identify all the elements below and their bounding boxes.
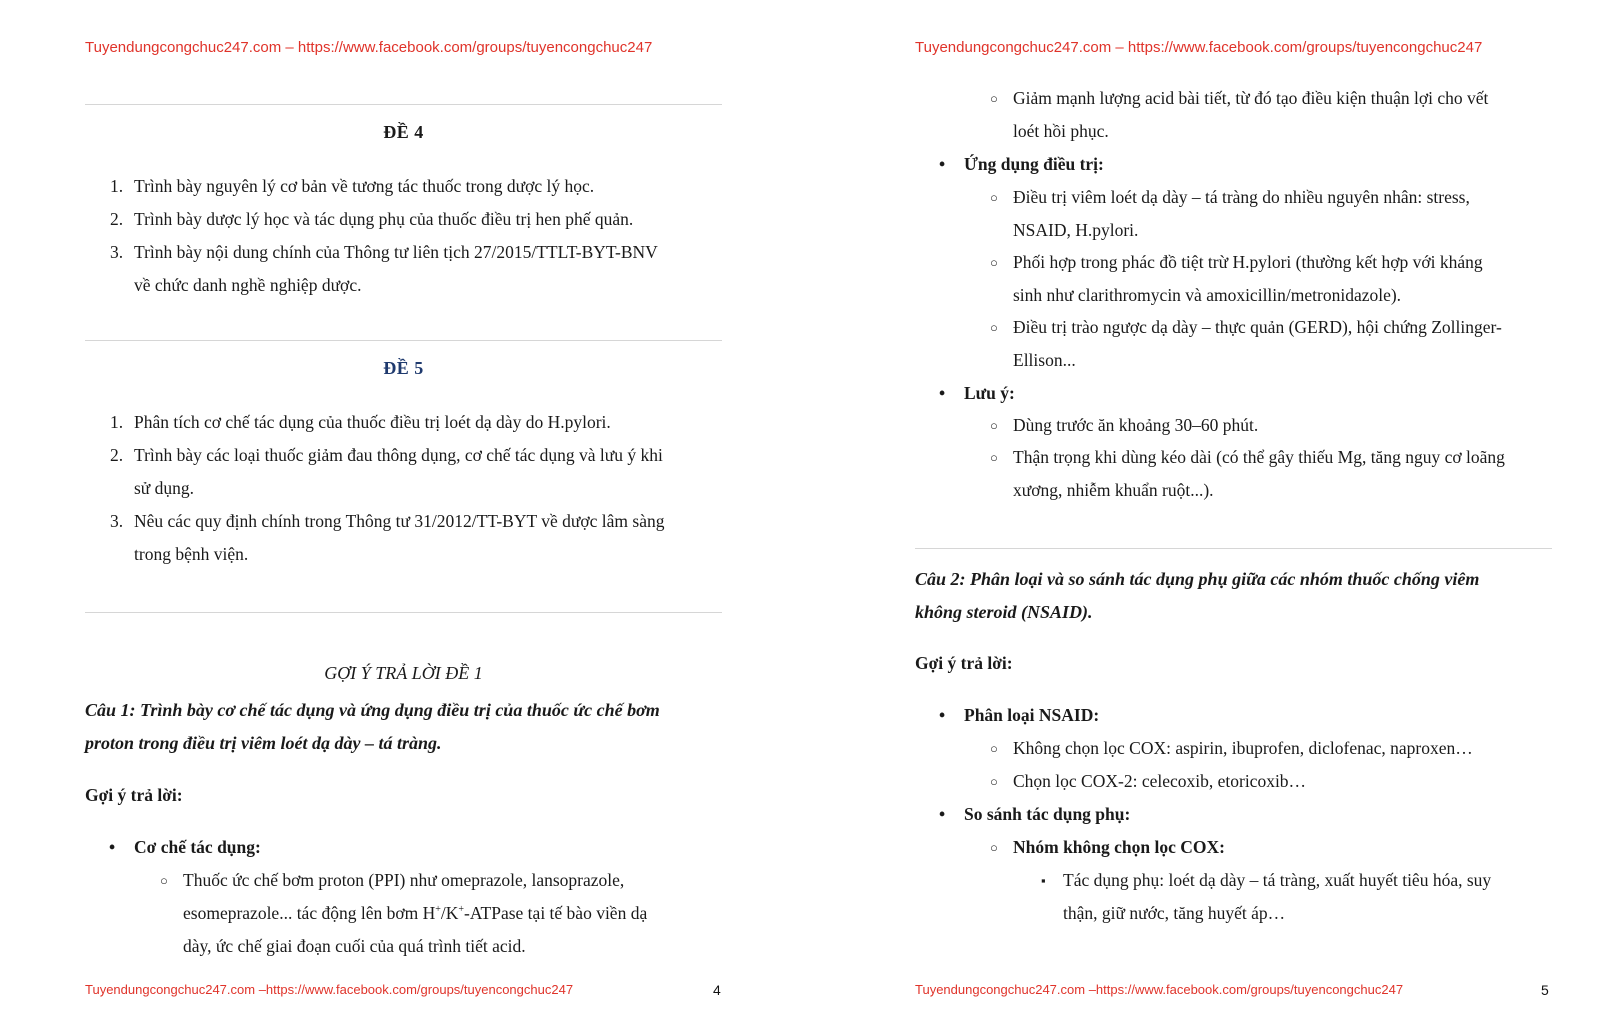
divider bbox=[915, 548, 1552, 549]
list-item: 3. Trình bày nội dung chính của Thông tư liên tịch 27/2015/TTLT-BYT-BNV về chức danh nghề nghiệp dược. bbox=[110, 242, 658, 295]
bullet-luu-y: • Lưu ý: bbox=[964, 377, 1015, 410]
divider bbox=[85, 340, 722, 341]
luu-y-item: ○ Thận trọng khi dùng kéo dài (có thể gây thiếu Mg, tăng nguy cơ loãng xương, nhiễm khuẩn ruột...). bbox=[1013, 441, 1573, 507]
circle-bullet-icon: ○ bbox=[990, 255, 998, 270]
circle-bullet-icon: ○ bbox=[990, 418, 998, 433]
page-header[interactable]: Tuyendungcongchuc247.com – https://www.facebook.com/groups/tuyencongchuc247 bbox=[915, 39, 1483, 56]
circle-bullet-icon: ○ bbox=[990, 774, 998, 789]
bullet-icon: • bbox=[939, 705, 946, 725]
divider bbox=[85, 612, 722, 613]
circle-bullet-icon: ○ bbox=[160, 873, 168, 888]
list-item: 3. Nêu các quy định chính trong Thông tư 31/2012/TT-BYT về dược lâm sàng trong bệnh viện. bbox=[110, 511, 665, 564]
square-bullet-icon: ▪ bbox=[1041, 873, 1046, 888]
ung-dung-item: ○ Điều trị viêm loét dạ dày – tá tràng do nhiều nguyên nhân: stress, NSAID, H.pylori. bbox=[1013, 181, 1573, 247]
bullet-icon: • bbox=[939, 804, 946, 824]
bullet-so-sanh: • So sánh tác dụng phụ: bbox=[964, 798, 1130, 831]
page-number: 5 bbox=[1541, 982, 1549, 998]
page-header[interactable]: Tuyendungcongchuc247.com – https://www.facebook.com/groups/tuyencongchuc247 bbox=[85, 39, 653, 56]
circle-bullet-icon: ○ bbox=[990, 450, 998, 465]
circle-bullet-icon: ○ bbox=[990, 840, 998, 855]
answer-heading: GỢI Ý TRẢ LỜI ĐỀ 1 bbox=[324, 663, 483, 683]
de5-question-list bbox=[85, 406, 725, 571]
ung-dung-item: ○ Phối hợp trong phác đồ tiệt trừ H.pylori (thường kết hợp với kháng sinh như clarithromycin và amoxicillin/metronidazole). bbox=[1013, 246, 1573, 312]
co-che-detail: ○ Thuốc ức chế bơm proton (PPI) như omeprazole, lansoprazole, esomeprazole... tác động lên bơm H+/K+-ATPase tại tế bào viền dạ dày, ức chế giai đoạn cuối của quá trình tiết acid. bbox=[183, 864, 743, 963]
bullet-phan-loai: • Phân loại NSAID: bbox=[964, 699, 1099, 732]
phan-loai-item: ○ Không chọn lọc COX: aspirin, ibuprofen, diclofenac, naproxen… bbox=[1013, 732, 1573, 765]
list-item: 1. Trình bày nguyên lý cơ bản về tương tác thuốc trong dược lý học. bbox=[110, 176, 595, 196]
circle-bullet-icon: ○ bbox=[990, 741, 998, 756]
tac-dung-phu-item: ▪ Tác dụng phụ: loét dạ dày – tá tràng, xuất huyết tiêu hóa, suy thận, giữ nước, tăng huyết áp… bbox=[1063, 864, 1563, 930]
page-footer[interactable]: Tuyendungcongchuc247.com –https://www.facebook.com/groups/tuyencongchuc247 bbox=[85, 982, 574, 997]
page-number: 4 bbox=[713, 982, 721, 998]
bullet-icon: • bbox=[109, 837, 116, 857]
bullet-co-che: • Cơ chế tác dụng: bbox=[134, 831, 261, 864]
phan-loai-item: ○ Chọn lọc COX-2: celecoxib, etoricoxib… bbox=[1013, 765, 1573, 798]
list-item: 2. Trình bày dược lý học và tác dụng phụ của thuốc điều trị hen phế quản. bbox=[110, 209, 634, 229]
de4-title: ĐỀ 4 bbox=[383, 122, 424, 142]
circle-bullet-icon: ○ bbox=[990, 190, 998, 205]
divider bbox=[85, 104, 722, 105]
circle-bullet-icon: ○ bbox=[990, 320, 998, 335]
de5-title: ĐỀ 5 bbox=[383, 358, 424, 378]
circle-bullet-icon: ○ bbox=[990, 91, 998, 106]
goi-y-label: Gợi ý trả lời: bbox=[85, 785, 183, 805]
ung-dung-item: ○ Điều trị trào ngược dạ dày – thực quản (GERD), hội chứng Zollinger- Ellison... bbox=[1013, 311, 1573, 377]
cau1-heading: Câu 1: Trình bày cơ chế tác dụng và ứng dụng điều trị của thuốc ức chế bơm proton trong điều trị viêm loét dạ dày – tá tràng. bbox=[85, 700, 660, 753]
bullet-icon: • bbox=[939, 154, 946, 174]
luu-y-item: ○ Dùng trước ăn khoảng 30–60 phút. bbox=[1013, 409, 1573, 442]
cau2-heading: Câu 2: Phân loại và so sánh tác dụng phụ giữa các nhóm thuốc chống viêm không steroid (NSAID). bbox=[915, 569, 1480, 622]
bullet-ung-dung: • Ứng dụng điều trị: bbox=[964, 148, 1104, 181]
goi-y-label: Gợi ý trả lời: bbox=[915, 653, 1013, 673]
nhom-khong-chon-loc: ○ Nhóm không chọn lọc COX: bbox=[1013, 831, 1573, 864]
page-5 bbox=[800, 0, 1600, 1028]
list-item: 1. Phân tích cơ chế tác dụng của thuốc điều trị loét dạ dày do H.pylori. bbox=[110, 412, 611, 432]
page-footer[interactable]: Tuyendungcongchuc247.com –https://www.facebook.com/groups/tuyencongchuc247 bbox=[915, 982, 1404, 997]
cont-detail: ○ Giảm mạnh lượng acid bài tiết, từ đó tạo điều kiện thuận lợi cho vết loét hồi phục. bbox=[1013, 82, 1573, 148]
de4-question-list bbox=[85, 170, 725, 302]
list-item: 2. Trình bày các loại thuốc giảm đau thông dụng, cơ chế tác dụng và lưu ý khi sử dụng. bbox=[110, 445, 663, 498]
bullet-icon: • bbox=[939, 383, 946, 403]
